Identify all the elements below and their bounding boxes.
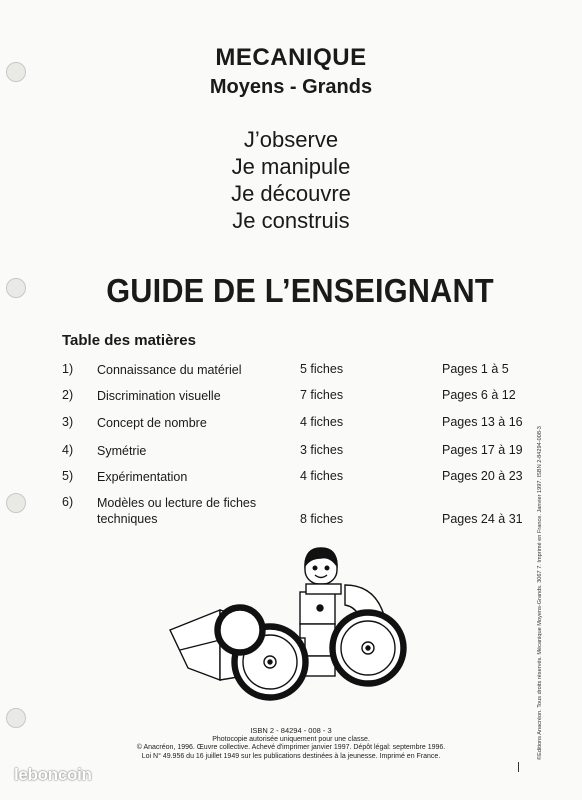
leboncoin-watermark: leboncoin — [14, 765, 92, 784]
document-title: MECANIQUE — [215, 44, 367, 71]
toc-title: Table des matières — [62, 332, 196, 349]
toc-pages: Pages 24 à 31 — [442, 512, 523, 526]
toc-label: Concept de nombre — [97, 416, 207, 430]
isbn: ISBN 2 - 84294 - 008 - 3 — [250, 726, 332, 735]
toc-pages: Pages 13 à 16 — [442, 415, 523, 429]
toc-fiches: 5 fiches — [300, 362, 344, 376]
toc-pages: Pages 6 à 12 — [442, 388, 516, 402]
toc-number: 5) — [62, 469, 74, 483]
side-copyright-text: ©Editions Anacréon. Tous droits réservés. Mécanique Moyens-Grands. 3067 7. Imprimé en France. Janvier 1997. ISBN 2-84294-008-3 — [537, 426, 543, 760]
toc-number: 3) — [62, 415, 74, 429]
verb-build: Je construis — [232, 208, 350, 233]
toc-label: Expérimentation — [97, 470, 188, 484]
toc-number: 4) — [62, 443, 74, 457]
toc-fiches: 8 fiches — [300, 512, 344, 526]
toc-pages: Pages 1 à 5 — [442, 362, 509, 376]
toc-pages: Pages 20 à 23 — [442, 469, 523, 483]
side-copyright — [537, 400, 549, 760]
toc-label: Discrimination visuelle — [97, 389, 221, 403]
toc-number: 6) — [62, 495, 74, 509]
toc-fiches: 4 fiches — [300, 469, 344, 483]
footer-line: Photocopie autorisée uniquement pour une classe. — [212, 735, 370, 743]
toc-fiches: 3 fiches — [300, 443, 344, 457]
verb-manipulate: Je manipule — [231, 154, 351, 179]
toc-pages: Pages 17 à 19 — [442, 443, 523, 457]
toc-label: Connaissance du matériel — [97, 363, 242, 377]
robot-vehicle-illustration — [160, 540, 410, 720]
footer-line: Loi N° 49.956 du 16 juillet 1949 sur les publications destinées à la jeunesse. Imprimé en France. — [141, 752, 441, 760]
footer-line: © Anacréon, 1996. Œuvre collective. Achevé d'imprimer janvier 1997. Dépôt légal: septembre 1996. — [136, 744, 446, 751]
toc-label: Symétrie — [97, 444, 147, 458]
verb-observe: J’observe — [243, 127, 339, 152]
toc-number: 1) — [62, 362, 74, 376]
document-subtitle: Moyens - Grands — [209, 76, 373, 98]
verb-discover: Je découvre — [231, 181, 351, 206]
punch-hole — [6, 493, 26, 513]
page-mark — [518, 762, 519, 772]
punch-hole — [6, 708, 26, 728]
verb-list — [0, 126, 582, 234]
toc-fiches: 7 fiches — [300, 388, 344, 402]
toc-fiches: 4 fiches — [300, 415, 344, 429]
guide-title: GUIDE DE L’ENSEIGNANT — [106, 272, 494, 309]
footer — [0, 727, 582, 761]
toc-number: 2) — [62, 388, 74, 402]
toc-label: Modèles ou lecture de fiches techniques — [97, 496, 257, 526]
